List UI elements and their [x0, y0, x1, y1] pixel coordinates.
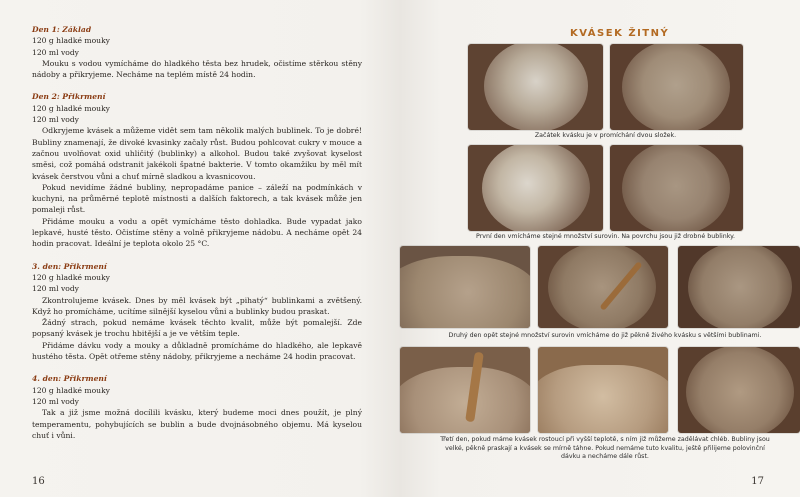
bowl [688, 246, 792, 328]
ingredient-line: 120 ml vody [32, 396, 79, 406]
photo-day2-bowl [678, 246, 800, 328]
ingredient-line: 120 g hladké mouky [32, 272, 110, 282]
ingredient-line: 120 ml vody [32, 47, 79, 57]
photo-caption: Třetí den, pokud máme kvásek rostoucí při vyšší teplotě, s ním již můžeme zadělávat chléb. Bubliny jsou velké, pěkně praskají a kvásek se mírně táhne. Pokud nemáme tuto kvalitu, ještě přilijeme polovinční dávku a necháme dále růst. [440, 436, 770, 460]
dough [538, 365, 668, 433]
section-day-2 [32, 91, 362, 249]
photo-day3-bowl [678, 347, 800, 433]
photo-start-smooth [610, 44, 743, 130]
photo-caption: Druhý den opět stejné množství surovin vmícháme do již pěkně živého kvásku s většími bublinami. [448, 332, 762, 339]
paragraph: Odkryjeme kvásek a můžeme vidět sem tam několik malých bublinek. To je dobré! Bubliny znamenají, že divoké kvasinky začaly růst. Budou pohlcovat cukry v mouce a začnou uvolňovat oxid uhličitý (bublinky) a alkohol. Budou také zvyšovat kyselost směsi, což pomáhá odstranit jakékoli špatné bakterie. V tomto okamžiku by měl mít kvásek čerstvou vůni a chuť mírně sladkou a kvasnicovou. [32, 126, 362, 181]
section-title: Den 1: Základ [32, 25, 92, 34]
page-number: 17 [751, 476, 764, 487]
section-day-1 [32, 24, 362, 80]
bowl [622, 145, 730, 231]
photo-day2-spoon [400, 246, 530, 328]
photo-caption: Začátek kvásku je v promíchání dvou složek. [534, 132, 677, 139]
bowl [548, 246, 656, 328]
ingredient-line: 120 ml vody [32, 115, 79, 125]
section-day-3 [32, 261, 362, 363]
paragraph: Pokud nevidíme žádné bubliny, nepropadáme panice – záleží na podmínkách v kuchyni, na průměrné teplotě místnosti a dalších faktorech, a tak kvásek může jen pomaleji růst. [32, 182, 362, 215]
bowl [484, 44, 588, 130]
paragraph: Žádný strach, pokud nemáme kvásek těchto kvalit, může být pomalejší. Zde popsaný kvásek je trochu hbitější a je ve větším teple. [32, 318, 362, 339]
ingredient-line: 120 ml vody [32, 284, 79, 294]
right-page [400, 0, 800, 497]
paragraph: Přidáme dávku vody a mouky a důkladně promícháme do hladkého, ale lepkavě hustého těsta. Opět otřeme stěny nádoby, přikryjeme a necháme 24 hodin pracovat. [32, 340, 362, 362]
paragraph: Tak a již jsme možná docílili kvásku, který budeme moci dnes použít, je plný temperamentu, pohybujících se bublin a bude dvojnásobného objemu. Má kyselou chuť i vůni. [32, 408, 362, 440]
bowl [482, 145, 590, 231]
ingredient-line: 120 g hladké mouky [32, 36, 110, 46]
photo-start-mix [468, 44, 603, 130]
photo-day3-stir [400, 347, 530, 433]
photo-caption: První den vmícháme stejné množství surovin. Na povrchu jsou již drobné bublinky. [476, 233, 735, 240]
section-title: 4. den: Přikrmení [32, 374, 107, 384]
paragraph: Přidáme mouku a vodu a opět vymícháme těsto dohladka. Bude vypadat jako lepkavé, husté těsto. Očistíme stěny a volně přikryjeme nádobu. A necháme opět 24 hodin pracovat. Ideální je teplota okolo 25 °C. [32, 216, 362, 249]
section-title: Den 2: Přikrmení [32, 92, 106, 102]
ingredient-line: 120 g hladké mouky [32, 385, 110, 395]
paragraph: Zkontrolujeme kvásek. Dnes by měl kvásek být „pihatý“ bublinkami a zvětšený. Když ho promícháme, ucítíme silnější kyselou vůni a bublinky budou praskat. [32, 295, 362, 316]
recipe-text-column [32, 24, 362, 452]
photo-day1-mix [468, 145, 603, 231]
ingredient-line: 120 g hladké mouky [32, 103, 110, 113]
section-day-4 [32, 373, 362, 441]
dough [400, 256, 530, 328]
section-title: 3. den: Přikrmení [32, 261, 107, 271]
page-number: 16 [32, 476, 45, 487]
bowl [686, 347, 794, 433]
dough [400, 367, 530, 433]
photo-day2-stir [538, 246, 668, 328]
bowl [622, 44, 730, 130]
photo-day1-bubbles [610, 145, 743, 231]
photo-day3-bubbly [538, 347, 668, 433]
paragraph: Mouku s vodou vymícháme do hladkého těsta bez hrudek, očistíme stěrkou stěny nádoby a přikryjeme. Necháme na teplém místě 24 hodin. [32, 58, 362, 80]
page-heading: KVÁSEK ŽITNÝ [570, 28, 670, 39]
